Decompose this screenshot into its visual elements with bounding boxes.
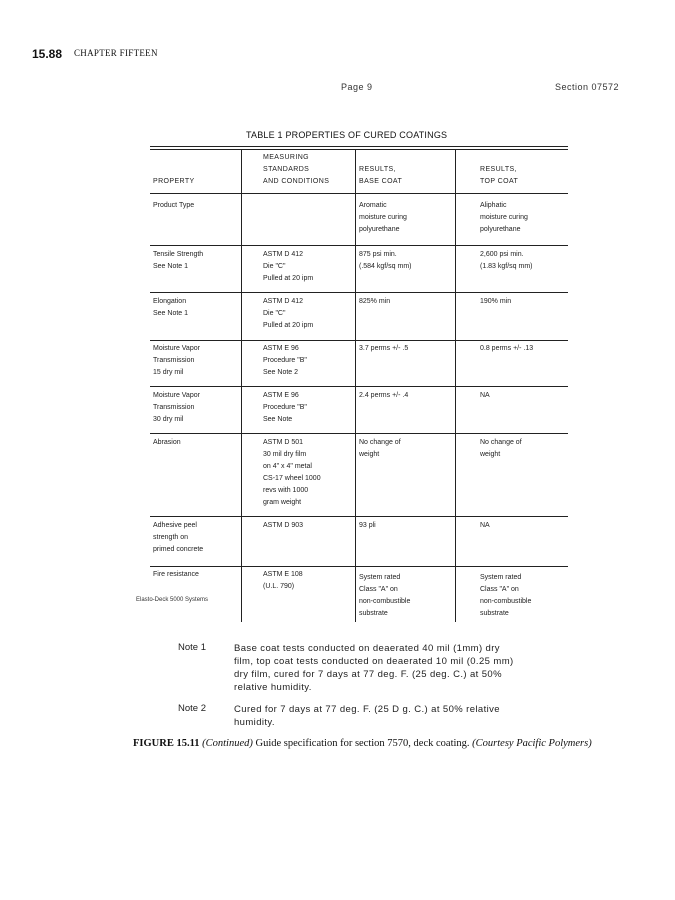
row-mvt30-base: 2.4 perms +/- .4 [359, 392, 409, 399]
note-2-label: Note 2 [178, 703, 206, 714]
row-mvt15-measuring: ASTM E 96 Procedure "B" See Note 2 [263, 345, 307, 376]
row-adhesive-measuring: ASTM D 903 [263, 522, 304, 529]
figure-courtesy: (Courtesy Pacific Polymers) [472, 738, 592, 749]
row-divider [150, 386, 568, 387]
row-mvt30-measuring: ASTM E 96 Procedure "B" See Note [263, 392, 307, 423]
table-top-rule-2 [150, 149, 568, 150]
column-rule [241, 149, 242, 622]
row-fire-property: Fire resistance [153, 571, 199, 578]
row-adhesive-top: NA [480, 522, 490, 529]
row-elongation-base: 825% min [359, 298, 391, 305]
figure-number: FIGURE 15.11 [133, 738, 200, 749]
row-divider [150, 340, 568, 341]
figure-caption [133, 737, 613, 751]
row-tensile-base: 875 psi min. (.584 kgf/sq mm) [359, 251, 412, 270]
row-fire-measuring: ASTM E 108 (U.L. 790) [263, 571, 303, 590]
row-abrasion-top: No change of weight [480, 439, 522, 458]
running-chapter-title: CHAPTER FIFTEEN [74, 48, 158, 58]
row-mvt15-property: Moisture Vapor Transmission 15 dry mil [153, 345, 200, 376]
row-fire-base: System rated Class "A" on non-combustible substrate [359, 574, 411, 617]
row-mvt15-top: 0.8 perms +/- .13 [480, 345, 534, 352]
row-tensile-measuring: ASTM D 412 Die "C" Pulled at 20 ipm [263, 251, 314, 282]
header-base-coat: RESULTS, BASE COAT [359, 166, 403, 185]
row-elongation-measuring: ASTM D 412 Die "C" Pulled at 20 ipm [263, 298, 314, 329]
row-mvt15-base: 3.7 perms +/- .5 [359, 345, 409, 352]
row-abrasion-measuring: ASTM D 501 30 mil dry film on 4" x 4" metal CS-17 wheel 1000 revs with 1000 gram weight [263, 439, 321, 506]
row-divider [150, 292, 568, 293]
note-1-label: Note 1 [178, 642, 206, 653]
row-divider [150, 516, 568, 517]
row-mvt30-top: NA [480, 392, 490, 399]
row-adhesive-base: 93 pli [359, 522, 376, 529]
row-fire-top: System rated Class "A" on non-combustible substrate [480, 574, 532, 617]
note-1-text: Base coat tests conducted on deaerated 40 mil (1mm) dry film, top coat tests conducted on deaerated 10 mil (0.25 mm) dry film, cured for 7 days at 77 deg. F. (25 deg. C.) at 50% relative humidity. [234, 643, 514, 693]
note-2-text: Cured for 7 days at 77 deg. F. (25 D g. C.) at 50% relative humidity. [234, 704, 500, 728]
figure-continued: (Continued) [202, 738, 253, 749]
row-elongation-property: Elongation See Note 1 [153, 298, 189, 317]
row-abrasion-base: No change of weight [359, 439, 401, 458]
table-title: TABLE 1 PROPERTIES OF CURED COATINGS [246, 130, 448, 140]
row-divider [150, 245, 568, 246]
row-adhesive-property: Adhesive peel strength on primed concrete [153, 522, 204, 553]
row-mvt30-property: Moisture Vapor Transmission 30 dry mil [153, 392, 200, 423]
row-tensile-property: Tensile Strength See Note 1 [153, 251, 204, 270]
header-bottom-rule [150, 193, 568, 194]
row-tensile-top: 2,600 psi min. (1.83 kgf/sq mm) [480, 251, 533, 270]
row-product-type-property: Product Type [153, 202, 195, 209]
header-measuring: MEASURING STANDARDS AND CONDITIONS [263, 154, 330, 185]
spec-footer-tag: Elasto-Deck 5000 Systems [136, 597, 209, 603]
row-product-type-base: Aromatic moisture curing polyurethane [359, 202, 407, 233]
running-page-number: 15.88 [32, 47, 63, 61]
table-top-rule [150, 146, 568, 147]
row-elongation-top: 190% min [480, 298, 512, 305]
spec-page-label: Page 9 [341, 82, 373, 92]
row-product-type-top: Aliphatic moisture curing polyurethane [480, 202, 528, 233]
row-divider [150, 566, 568, 567]
header-property: PROPERTY [153, 178, 195, 185]
column-rule [455, 149, 456, 622]
row-abrasion-property: Abrasion [153, 439, 181, 446]
row-divider [150, 433, 568, 434]
spec-section-label: Section 07572 [555, 82, 620, 92]
figure-caption-text: Guide specification for section 7570, deck coating. [255, 738, 470, 749]
column-rule [355, 149, 356, 622]
header-top-coat: RESULTS, TOP COAT [480, 166, 519, 185]
